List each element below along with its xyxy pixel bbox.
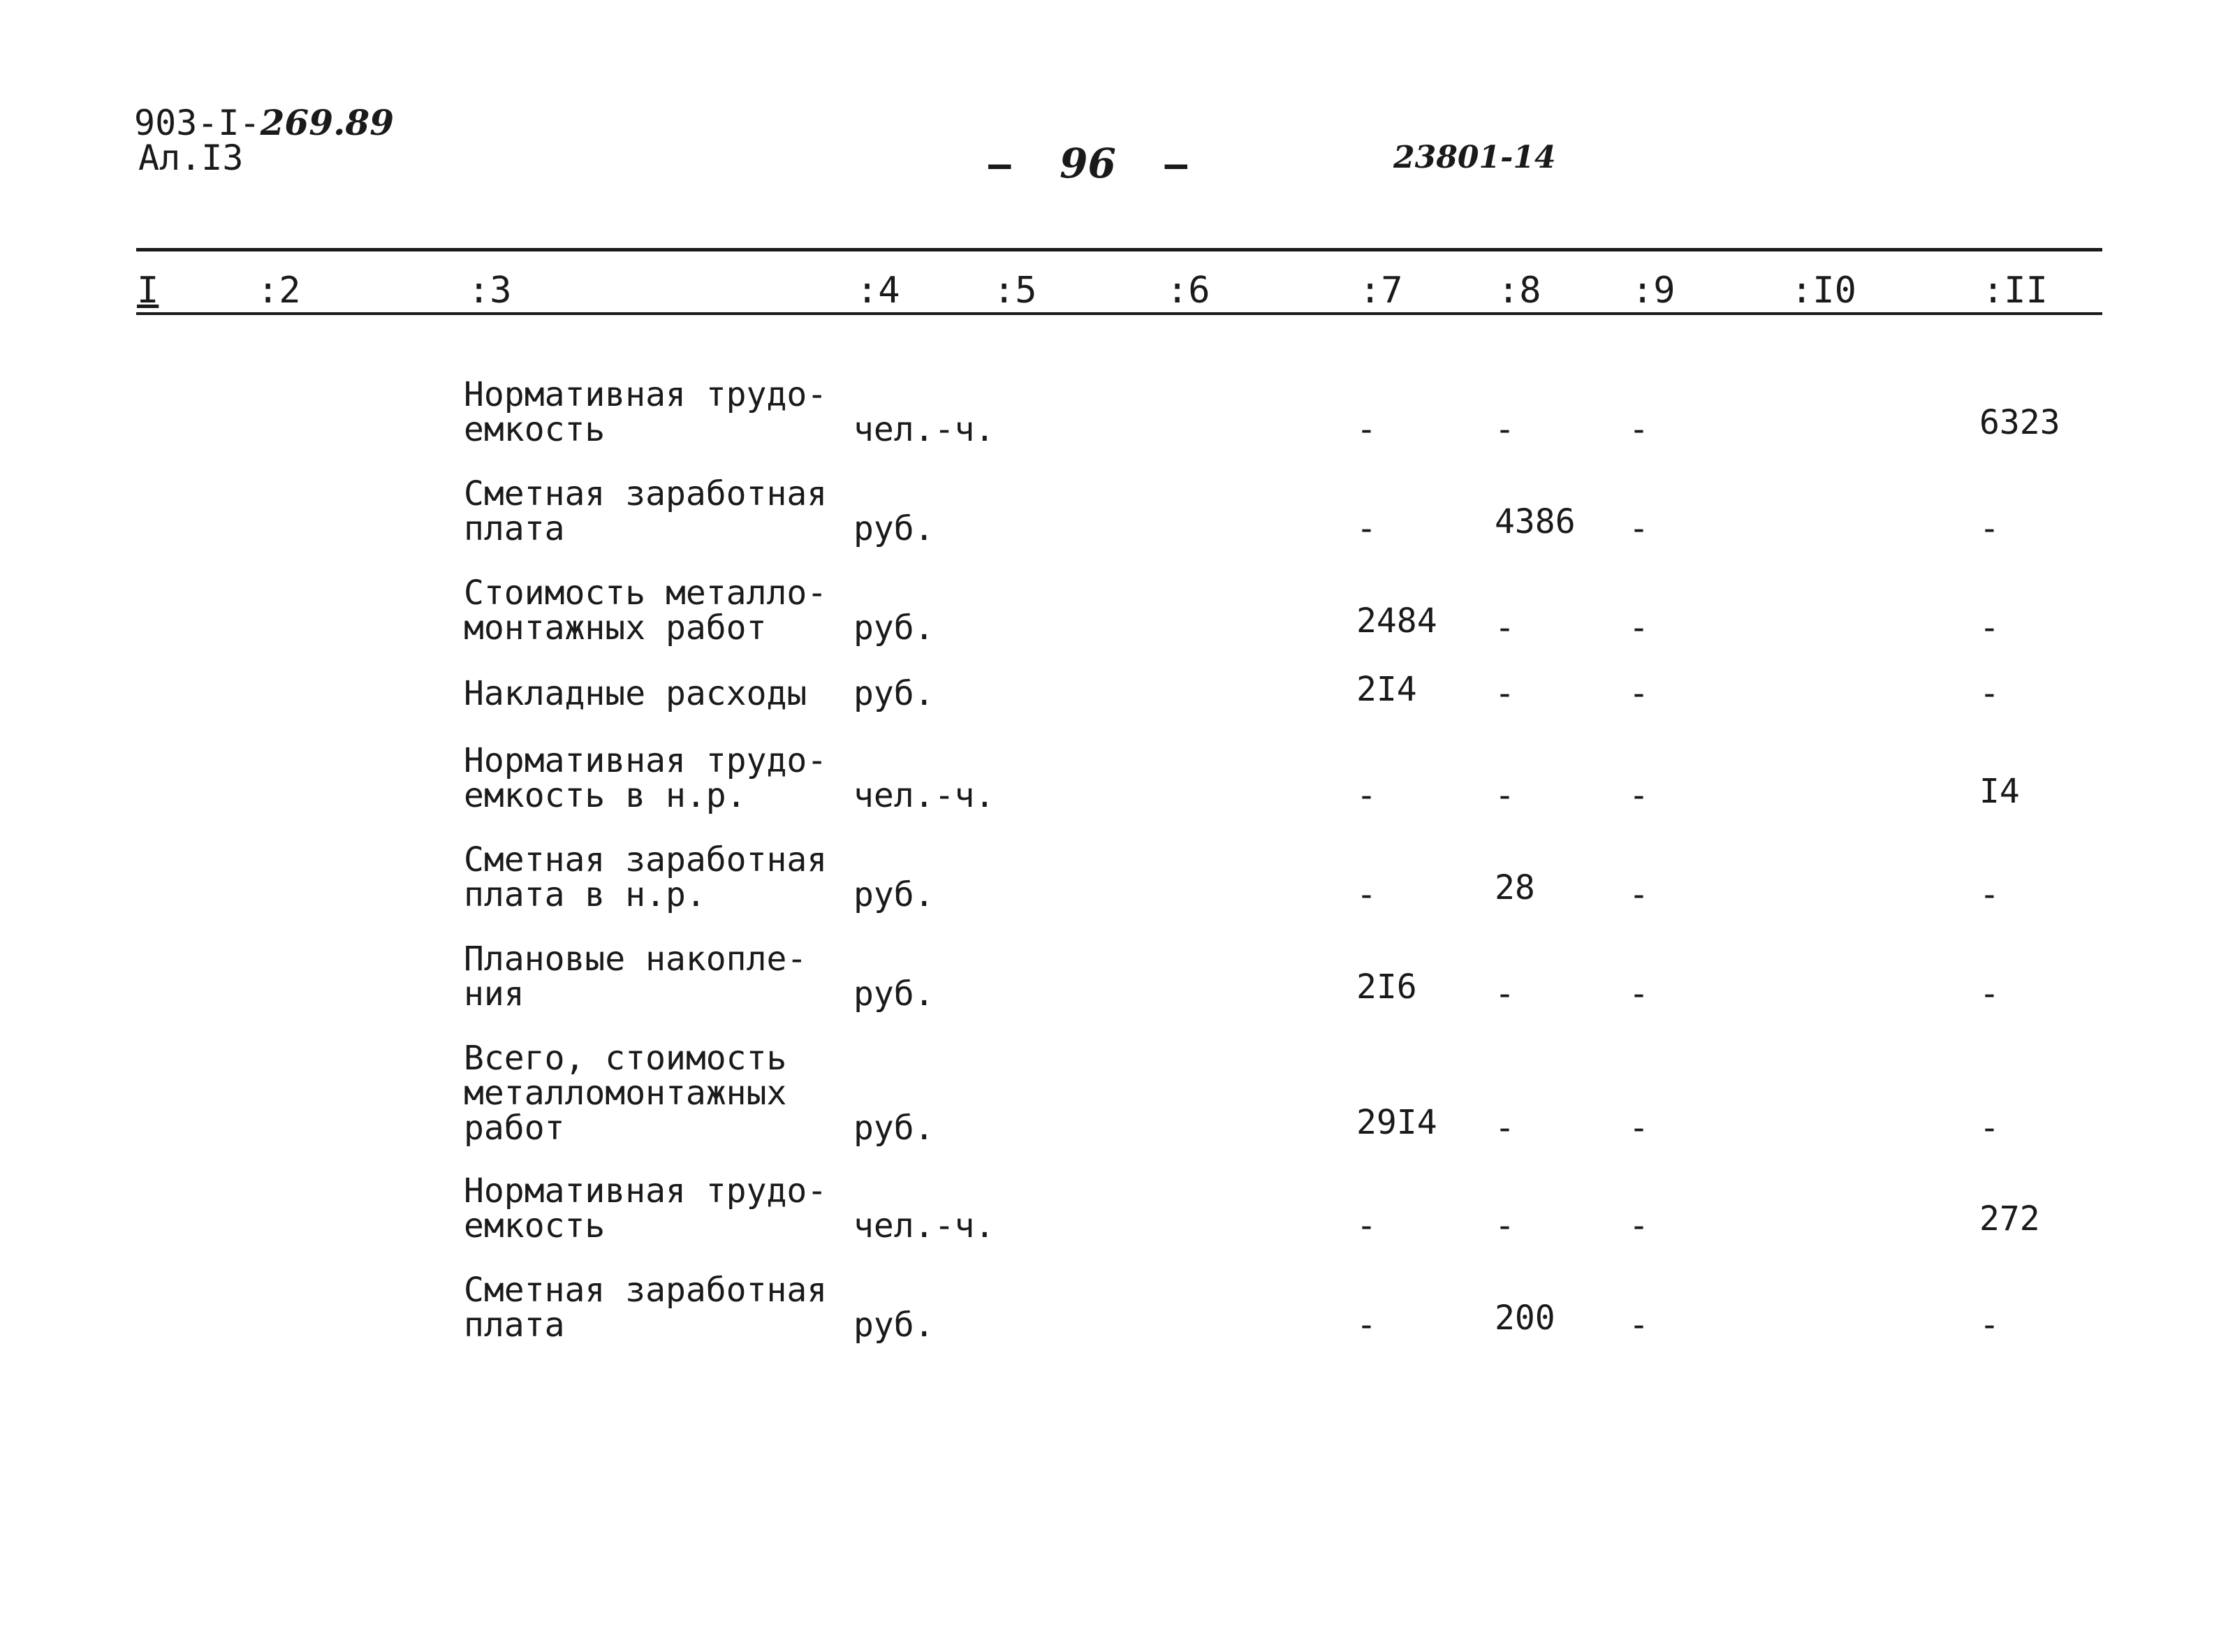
column-header-2: :2: [257, 270, 301, 312]
row-unit: руб.: [853, 1109, 935, 1148]
cell-col7: -: [1356, 410, 1377, 449]
row-unit: чел.-ч.: [853, 776, 995, 815]
column-header-5: :5: [993, 270, 1037, 312]
row-name: Всего, стоимость металломонтажных работ: [464, 1039, 787, 1148]
cell-col7: 2484: [1356, 601, 1437, 641]
row-name: Нормативная трудо- емкость: [464, 1171, 828, 1245]
header-rule: [136, 312, 2102, 315]
cell-col8: -: [1495, 974, 1515, 1014]
cell-col7: -: [1356, 1306, 1377, 1345]
row-name: Сметная заработная плата: [464, 474, 828, 548]
cell-col11: -: [1979, 875, 2000, 914]
cell-col9: -: [1629, 509, 1649, 548]
cell-col7: -: [1356, 776, 1377, 815]
cell-col11: I4: [1979, 772, 2020, 811]
cell-col8: -: [1495, 1109, 1515, 1148]
row-unit: чел.-ч.: [853, 1206, 995, 1245]
row-name: Плановые накопле- ния: [464, 940, 807, 1014]
cell-col9: -: [1629, 875, 1649, 914]
cell-col9: -: [1629, 1206, 1649, 1245]
column-header-1: I: [137, 270, 159, 312]
cell-col8: -: [1495, 1206, 1515, 1245]
column-header-6: :6: [1166, 270, 1210, 312]
cell-col9: -: [1629, 1306, 1649, 1345]
cell-col7: -: [1356, 875, 1377, 914]
cell-col7: 2I6: [1356, 967, 1417, 1007]
cell-col8: 200: [1495, 1299, 1555, 1338]
cell-col7: 29I4: [1356, 1103, 1437, 1142]
cell-col11: -: [1979, 509, 2000, 548]
row-unit: руб.: [853, 1306, 935, 1345]
cell-col9: -: [1629, 674, 1649, 713]
page-dash-right: –: [1164, 142, 1188, 187]
page-number: 96: [1060, 140, 1116, 187]
column-header-3: :3: [468, 270, 512, 312]
cell-col11: -: [1979, 1109, 2000, 1148]
archive-number: 23801-14: [1393, 140, 1556, 175]
column-header-9: :9: [1632, 270, 1676, 312]
column-header-10: :I0: [1791, 270, 1856, 312]
row-name: Сметная заработная плата в н.р.: [464, 840, 828, 914]
cell-col8: -: [1495, 776, 1515, 815]
document-code-printed: 903-I-: [134, 103, 261, 143]
row-name: Накладные расходы: [464, 674, 807, 713]
cell-col9: -: [1629, 776, 1649, 815]
cell-col8: 28: [1495, 868, 1535, 907]
cell-col8: -: [1495, 674, 1515, 713]
cell-col7: 2I4: [1356, 670, 1417, 709]
cell-col9: -: [1629, 974, 1649, 1014]
row-name: Нормативная трудо- емкость: [464, 375, 828, 449]
row-unit: руб.: [853, 608, 935, 648]
row-unit: руб.: [853, 509, 935, 548]
sheet-label: Ал.I3: [138, 138, 244, 178]
cell-col11: -: [1979, 608, 2000, 648]
cell-col9: -: [1629, 1109, 1649, 1148]
cell-col8: -: [1495, 608, 1515, 648]
column-header-8: :8: [1497, 270, 1541, 312]
column-header-11: :II: [1982, 270, 2048, 312]
cell-col11: 272: [1979, 1199, 2040, 1238]
column-header-7: :7: [1359, 270, 1403, 312]
column-header-4: :4: [856, 270, 900, 312]
cell-col11: -: [1979, 974, 2000, 1014]
document-code: [134, 102, 394, 143]
row-name: Стоимость металло- монтажных работ: [464, 573, 828, 648]
top-rule: [136, 248, 2102, 251]
cell-col8: 4386: [1495, 502, 1576, 541]
cell-col9: -: [1629, 608, 1649, 648]
cell-col11: -: [1979, 1306, 2000, 1345]
row-unit: руб.: [853, 974, 935, 1014]
cell-col7: -: [1356, 1206, 1377, 1245]
row-name: Сметная заработная плата: [464, 1271, 828, 1345]
cell-col8: -: [1495, 410, 1515, 449]
page-dash-left: –: [988, 142, 1011, 187]
cell-col7: -: [1356, 509, 1377, 548]
cell-col11: 6323: [1979, 403, 2060, 442]
row-unit: руб.: [853, 875, 935, 914]
cell-col11: -: [1979, 674, 2000, 713]
document-code-handwritten: 269.89: [260, 102, 394, 143]
row-unit: руб.: [853, 674, 935, 713]
row-name: Нормативная трудо- емкость в н.р.: [464, 741, 828, 815]
cell-col9: -: [1629, 410, 1649, 449]
row-unit: чел.-ч.: [853, 410, 995, 449]
page-number-block: [988, 140, 1187, 187]
